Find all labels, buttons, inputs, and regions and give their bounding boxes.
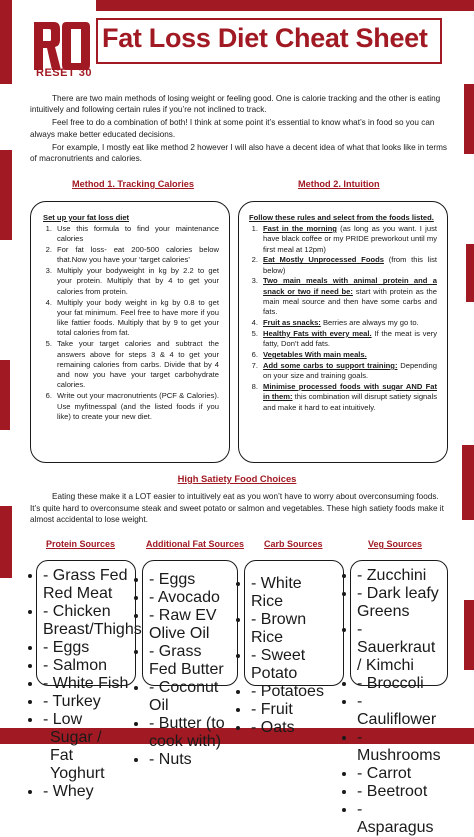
list-item: 4. Fruit as snacks: Berries are always my go to.: [251, 318, 419, 328]
protein-heading: Protein Sources: [46, 539, 116, 549]
carb-list: [251, 575, 337, 737]
list-item: • - Mushrooms: [357, 729, 441, 765]
veg-list: [357, 567, 441, 837]
list-item: • - Nuts: [149, 751, 231, 769]
list-item: • - White Fish: [43, 675, 129, 693]
list-item: • - Low Sugar / Fat Yoghurt: [43, 711, 129, 783]
intro-paragraph: There are two main methods of losing weight or feeling good. One is calorie tracking and the other is eating intuitively and following certain rules if you’re not inclined to track.: [30, 94, 441, 115]
list-item: 8. Minimise processed foods with sugar AND Fat in them: this combination will disrupt satiety signals and make it hard to eat intuitively.: [251, 381, 437, 412]
list-item: 1. Use this formula to find your maintenance calories: [45, 224, 219, 244]
list-item: 6. Write out your macronutrients (PCF & Calories). Use myfitnesspal (and the listed foods if you like) to create your new diet.: [45, 391, 219, 421]
list-item: 6. Vegetables With main meals.: [251, 350, 367, 360]
list-item: • - Eggs: [43, 639, 129, 657]
page-title: Fat Loss Diet Cheat Sheet: [102, 23, 428, 53]
method2-heading: Method 2. Intuition: [298, 179, 380, 189]
list-item: • - Eggs: [149, 571, 231, 589]
list-item: • - Brown Rice: [251, 611, 337, 647]
side-accent-right-1: [466, 244, 474, 302]
list-item: 7. Add some carbs to support training: Depending on your size and training goals.: [251, 360, 437, 381]
list-item: • - Whey: [43, 783, 129, 801]
list-item: • - Dark leafy Greens: [357, 585, 441, 621]
list-item: 1. Fast in the morning (as long as you want. I just have black coffee or my PRIDE preworkout until my first meal at 12pm): [251, 224, 437, 254]
side-accent-left-2: [0, 360, 10, 430]
list-item: 4. Multiply your body weight in kg by 0.8 to get your fat minimum. Feel free to have more if you like fattier foods. Multiply that by 9 to get your total calories from fat.: [45, 297, 219, 338]
method1-heading: Method 1. Tracking Calories: [72, 179, 195, 189]
title-frame: [96, 18, 442, 64]
list-item: • - Zucchini: [357, 567, 441, 585]
list-item: 3. Multiply your bodyweight in kg by 2.2 to get your protein. Multiply that by 4 to get your calories from protein.: [45, 266, 219, 296]
intro-paragraph: Feel free to do a combination of both! I think at some point it’s essential to know what’s in food so you can always make better educated decisions.: [30, 118, 435, 139]
list-item: • - Broccoli: [357, 675, 441, 693]
header-accent-bar: [96, 0, 474, 11]
fat-box: [142, 560, 238, 768]
intro-text: [30, 93, 448, 166]
list-item: 3. Two main meals with animal protein and a snack or two if need be: start with protein as the main meal source and then have some carbs and fats.: [251, 276, 437, 317]
veg-box: [350, 560, 448, 836]
method2-label: Follow these rules and select from the foods listed.: [249, 213, 434, 222]
list-item: • - Grass Fed Red Meat: [43, 567, 129, 603]
list-item: • - Chicken Breast/Thighs: [43, 603, 129, 639]
list-item: • - Fruit: [251, 701, 337, 719]
satiety-text: [30, 491, 448, 526]
carb-heading: Carb Sources: [264, 539, 323, 549]
protein-list: [43, 567, 142, 801]
protein-box: [36, 560, 142, 800]
satiety-heading: High Satiety Food Choices: [177, 473, 297, 484]
fat-heading: Additional Fat Sources: [146, 539, 245, 549]
side-accent-left-3: [0, 506, 12, 578]
list-item: • - Salmon: [43, 657, 129, 675]
list-item: • - Avocado: [149, 589, 231, 607]
list-item: • - White Rice: [251, 575, 337, 611]
method1-steps: [43, 224, 219, 422]
logo-subtitle: RESET 30: [36, 67, 92, 79]
list-item: • - Potatoes: [251, 683, 337, 701]
list-item: • - Coconut Oil: [149, 679, 231, 715]
side-accent-left-1: [0, 150, 12, 240]
list-item: 5. Healthy Fats with every meal. If the meat is very fatty, Don’t add fats.: [251, 328, 437, 349]
side-accent-right-3: [464, 600, 474, 670]
side-accent-left-top: [0, 0, 12, 84]
veg-heading: Veg Sources: [368, 539, 423, 549]
intro-paragraph: For example, I mostly eat like method 2 however I will also have a decent idea of what that looks like in terms of macronutrients and calories.: [30, 142, 448, 164]
satiety-paragraph: Eating these make it a LOT easier to intuitively eat as you won’t have to worry about overconsuming foods. It’s quite hard to overconsume steak and sweet potato or salmon and vegetables. These high satiety foods make it almost accidental to lose weight.: [30, 492, 444, 525]
method2-rules: [249, 224, 437, 413]
method1-label: Set up your fat loss diet: [43, 213, 130, 222]
list-item: • - Butter (to cook with): [149, 715, 231, 751]
list-item: • - Oats: [251, 719, 337, 737]
list-item: • - Asparagus: [357, 801, 441, 837]
method2-box: [238, 201, 448, 463]
fat-list: [149, 571, 231, 769]
method1-box: [30, 201, 230, 463]
side-accent-right-top: [464, 84, 474, 154]
list-item: • - Beetroot: [357, 783, 441, 801]
list-item: • - Carrot: [357, 765, 441, 783]
list-item: • - Grass Fed Butter: [149, 643, 231, 679]
list-item: 2. Eat Mostly Unprocessed Foods (from this list below): [251, 255, 437, 275]
list-item: • - Turkey: [43, 693, 129, 711]
list-item: • - Raw EV Olive Oil: [149, 607, 231, 643]
list-item: • - Sweet Potato: [251, 647, 337, 683]
list-item: 2. For fat loss- eat 200-500 calories below that.Now you have your ‘target calories’: [45, 245, 219, 265]
list-item: • - Cauliflower: [357, 693, 441, 729]
list-item: • - Sauerkraut / Kimchi: [357, 621, 441, 675]
carb-box: [244, 560, 344, 736]
list-item: 5. Take your target calories and subtract the answers above for steps 3 & 4 to get your remaining calories from carbs. Divide that by 4 and now you have your target carbohydrate calories.: [45, 339, 219, 390]
